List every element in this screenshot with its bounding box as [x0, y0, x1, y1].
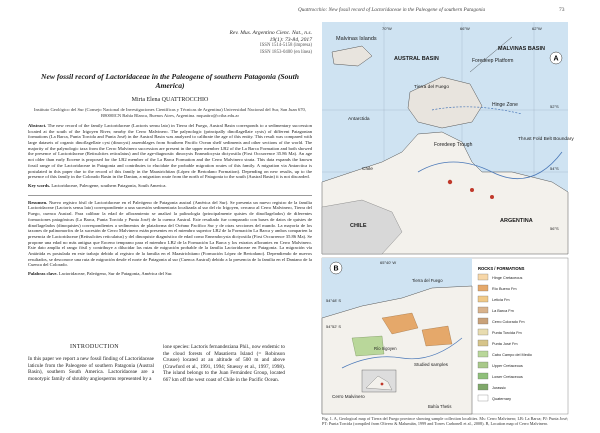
label-thrust-belt: Thrust Fold Belt Boundary [518, 137, 574, 142]
abstract [28, 123, 312, 180]
legend-swatch [478, 351, 488, 357]
legend-label: Upper Cretaceous [492, 364, 523, 368]
label-rio-irigoyen: Río Irigoyen [374, 346, 397, 351]
label-cerro-malvinero-b: Cerro Malvinero [332, 394, 365, 399]
keywords-label: Key words. [28, 183, 51, 188]
lat-2: 54°S [550, 166, 559, 171]
location-map-b [322, 258, 568, 414]
legend-label: Jurassic [492, 386, 506, 390]
coord-1: 54°48' S [326, 298, 342, 303]
lon-2: 66°W [460, 26, 470, 31]
issn-print: ISSN 1514-5158 (impresa) [260, 43, 312, 49]
lon-1: 70°W [382, 26, 392, 31]
label-tdf-b: Tierra del Fuego [412, 278, 443, 283]
label-bahia-thetis: Bahía Thetis [428, 404, 452, 409]
journal-volume: 19(1): 73-84, 2017 [269, 36, 312, 43]
journal-name: Rev. Mus. Argentino Cienc. Nat., n.s. [229, 30, 312, 36]
legend-swatch [478, 318, 488, 324]
label-hinge-zone: Hinge Zone [492, 102, 518, 108]
intro-heading: INTRODUCTION [70, 344, 119, 350]
abstract-text: The new record of the family Lactoridaceae (Lactoris sensu lato) in Tierra del Fuego, Austral Basin corresponds to a sedimentary succession located at the south of the Irigoyen River, nearby the Cerro Malvinero. The palynologic (principally dinoflagellate cysts) of different Patagonian formations (La Barca, Punta Torcida and Punta José) in the Austral Basin was analyzed to calibrate the age of this entity. This result was compared with large datasets of organic dinoflagellate cyst (dinocyst) assemblages from Southern Pacific Ocean shelf sediments and other sections of the world. The majority of the palynologic taxa from the Cerro Malvinero succession are present in the upper member LB2 of the La Barca Formation and both showed the presence of Lactoridaceae (Retisulcites reticulatus) and the age-diagnostic dinocysts Enneadocysta dictyostila (First Occurrence 35.86 Ma). An age not older than early Eocene is proposed for the LB2 member of the La Barca Formation and the Cerro Malvinero strata. This data expands the known fossil range of the Lactoridaceae in Patagonia and contributes to elucidate the probable migration routes of this family. A migration via Antarctica is postulated in this paper due to the record of this family in the Maastrichtian (López de Bertodano Formation). Depending on new results, up to the presence of this family in the Colorado Basin in the Danian, a migration route from the north of Patagonia to the south (Austral Basin) it is not discarded. [28, 122, 312, 180]
label-malvinas: Malvinas Islands [336, 36, 377, 42]
resumen [28, 200, 312, 268]
coord-3: 65°40' W [380, 260, 397, 265]
keywords-text: Lactoridaceae, Paleogene, southern Patagonia, South America. [51, 183, 167, 188]
legend-swatch [478, 285, 488, 291]
legend-label: Lower Cretaceous [492, 375, 523, 379]
sample-point-lb [470, 188, 474, 192]
legend-swatch [478, 395, 488, 401]
resumen-text: Nuevo registro fósil de Lactoridaceae en el Paleógeno de Patagonia austral (América del Sur). Se presenta un nuevo registro de la familia Lactoridaceae (Lactoris sensu lato) correspondiente a una sucesión sedimentaria localizada al sur del río Irigoyen, cercano al Cerro Malvinero, Tierra del Fuego, cuenca Austral. Para calibrar la edad de afloramiento se analizó la palinología (principalmente quistes de dinoflagelados) de diferentes formaciones patagónicas (La Barca, Punta Torcida y Punta José) de la cuenca Austral. Este resultado fue comparado con bases de datos de quistes de dinoflagelados (dinoquistes) correspondientes a sedimentos de plataforma del Océano Pacífico Sur y de otras secciones del mundo. La mayoría de los taxones de palinomorfos de la sucesión de Cerro Malvinero están presentes en el miembro superior LB2 de la Formación La Barca y ambos comparten la presencia de Lactoridaceae (Retisulcites reticulatus) y del dinoquiste diagnóstico de edad como Enneadocysta dictyostila (First Occurrence 35.86 Ma). Se propone una edad no más antigua que Eoceno temprano para el miembro LB2 de la Formación La Barca y los estratos aflorantes en Cerro Malvinero. Este dato amplía el rango fósil y contribuye a dilucidar las rutas de migración probable de la familia Lactoridaceae en Patagonia. La migración vía Antártida es postulada en este trabajo debido al registro de la familia en el Maastrichtiano (Formación López de Bertodano). Dependiendo de nuevos resultados, se desconoce una ruta de migración desde el norte de Patagonia al sur (Cuenca Austral) debido a la presencia de la familia en el Daniano de la Cuenca del Colorado. [28, 199, 312, 268]
left-column [28, 30, 312, 277]
affiliation: Instituto Geológico del Sur (Consejo Nacional de Investigaciones Científicas y Técnicas de Argentina) Universidad Nacional del Sur, San Juan 670, B8000ICN Bahía Blanca, Buenos Aires, Argentina. mquattro@criba.edu.ar [33, 107, 306, 119]
legend-label: Cabo Campo del Medio [492, 353, 532, 357]
palabras-label: Palabras clave. [28, 271, 58, 277]
palabras-text: Lactoridaceae, Paleógeno, Sur de Patagonia, América del Sur. [58, 271, 173, 277]
lat-1: 52°S [550, 104, 559, 109]
legend-swatch [478, 296, 488, 302]
intro-col2-text: lone species: Lactoris fernandeziana Phil., now endemic to the cloud forests of Masatierra Island (= Robinson Crusoe) located at an altitude of 500 m and above (Crawford et al., 1991, 1994; Stuessy et al., 1997, 1998). The island belongs to the Juan Fernández Group, located 667 km off the west coast of Chile in the Pacific Ocean. [163, 344, 286, 383]
intro-column-2 [163, 344, 285, 384]
running-head: Quattrocchio: New fossil record of Lactoridaceae in the Paleogene of southern Patagonia [298, 7, 486, 13]
label-studied-samples: Studied samples [414, 362, 448, 367]
coord-2: 54°52' S [326, 324, 342, 329]
geological-map-a [322, 22, 574, 254]
keywords [28, 183, 312, 189]
lon-3: 62°W [532, 26, 542, 31]
author: Mirta Elena QUATTROCCHIO [131, 97, 209, 104]
sample-point-pj [490, 195, 494, 199]
label-argentina: ARGENTINA [500, 218, 533, 224]
legend-swatch [478, 373, 488, 379]
legend-label: Hinge Cretaceous [492, 276, 523, 280]
legend-label: Cerro Colorado Fm [492, 320, 525, 324]
page-number: 73 [559, 7, 565, 13]
palabras-clave [28, 271, 312, 277]
legend-label: Leticia Fm [492, 298, 510, 302]
issn-online: ISSN 1853-0400 (en línea) [260, 49, 312, 55]
label-antarctida: Antarctida [348, 117, 370, 122]
legend-swatch [478, 362, 488, 368]
legend-label: Quaternary [492, 397, 511, 401]
legend-label: Río Bueno Fm [492, 287, 517, 291]
label-foredeep-trough: Foredeep Trough [434, 142, 473, 148]
label-tdf: Tierra del Fuego [414, 85, 450, 90]
label-foredeep-platform: Foredeep Platform [472, 58, 514, 64]
legend-title: ROCKS / FORMATIONS [478, 266, 525, 271]
legend-swatch [478, 340, 488, 346]
figure-caption: Fig. 1. A, Geological map of Tierra del Fuego province showing sample collection localities. Ms: Cerro Malvinero; LB: La Barca; PJ: Punta José; PT: Punta Torcida (compiled from Olivero & Malumián, 1999 and Torres Carbonell et al., 2008). B, Location map of Cerro Malvinero. [322, 416, 568, 427]
intro-col1-text: In this paper we report a new fossil finding of Lactoridaceae laticule from the Paleogene of southern Patagonia (Austral Basin), southern South America. Lactoridaceae are a monotypic family of shrubby angiosperms represented by a [28, 356, 154, 382]
article-title: New fossil record of Lactoridaceae in the Paleogene of southern Patagonia (South America) [41, 72, 299, 91]
legend-swatch [478, 274, 488, 280]
legend-swatch [478, 329, 488, 335]
label-chile: CHILE [350, 223, 367, 229]
lat-3: 56°S [550, 226, 559, 231]
label-austral-basin: AUSTRAL BASIN [394, 56, 439, 62]
legend-label: Punta Torcida Fm [492, 331, 522, 335]
sample-point-ms [448, 180, 452, 184]
divider [28, 195, 312, 196]
intro-column-1 [28, 356, 154, 382]
resumen-label: Resumen. [28, 199, 48, 205]
inset-sample [381, 383, 384, 386]
legend-swatch [478, 307, 488, 313]
legend-label: La Barca Fm [492, 309, 514, 313]
panel-a-label: A [553, 55, 559, 63]
journal-info [28, 30, 312, 56]
legend-swatch [478, 384, 488, 390]
label-malvinas-basin: MALVINAS BASIN [498, 46, 545, 52]
label-chile-small: Chile [362, 167, 373, 172]
panel-b-label: B [333, 265, 339, 273]
abstract-label: Abstract. [28, 122, 47, 128]
legend-label: Punta José Fm [492, 342, 518, 346]
